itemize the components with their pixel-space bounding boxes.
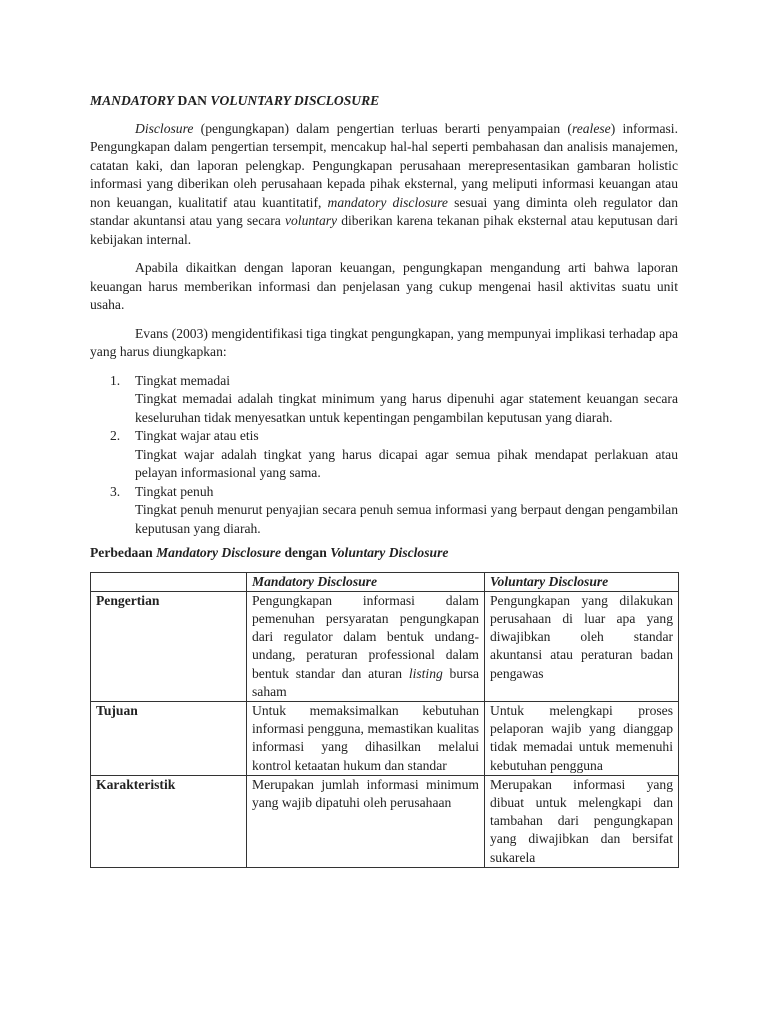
list-item-number: 2. [110, 428, 121, 443]
list-item-description: Tingkat wajar adalah tingkat yang harus dicapai agar semua pihak mendapat perlakuan atau pelayan informasional yang sama. [135, 446, 678, 480]
list-item [90, 483, 678, 539]
paragraph-financial-report: Apabila dikaitkan dengan laporan keuangan, pengungkapan mengandung arti bahwa laporan keuangan harus memberikan informasi dan penjelasan yang cukup mengenai hasil aktivitas suatu unit usaha. [90, 260, 678, 312]
document-content [90, 92, 678, 868]
page-title [90, 92, 678, 111]
title-voluntary: VOLUNTARY DISCLOSURE [210, 93, 380, 108]
list-item-description: Tingkat memadai adalah tingkat minimum yang harus dipenuhi agar statement keuangan secara keseluruhan tidak menyesatkan untuk kepentingan pengambilan keputusan yang diarah. [135, 391, 678, 425]
cell-voluntary: Untuk melengkapi proses pelaporan wajib yang dianggap tidak memadai untuk memenuhi kebutuhan pengguna [485, 701, 679, 775]
list-item [90, 427, 678, 483]
caption-voluntary: Voluntary Disclosure [330, 545, 449, 560]
list-item-label: Tingkat wajar atau etis [135, 428, 259, 443]
list-item-text [135, 483, 678, 539]
list-item-number: 3. [110, 483, 121, 499]
para1-text-2: ) informasi. Pengungkapan dalam pengertian tersempit, mencakup hal-hal seperti pembahasan dan analisis manajemen, catatan kaki, dan laporan pelengkap. Pengungkapan perusahaan merepresentasikan gambaran holistic informasi yang diberikan oleh perusahaan kepada pihak eksternal, yang meliputi informasi keuangan atau non keuangan, kualitatif atau kuantitatif, [90, 120, 678, 210]
row-label: Tujuan [91, 701, 247, 775]
list-item-label: Tingkat memadai [135, 372, 231, 388]
cell-voluntary: Pengungkapan yang dilakukan perusahaan di luar apa yang diwajibkan oleh standar akuntansi atau peraturan badan pengawas [485, 591, 679, 701]
paragraph-evans: Evans (2003) mengidentifikasi tiga tingkat pengungkapan, yang mempunyai implikasi terhadap apa yang harus diungkapkan: [90, 325, 678, 359]
term-mandatory-disclosure: mandatory disclosure [327, 194, 448, 210]
cell-text: Pengungkapan informasi dalam pemenuhan persyaratan pengungkapan dari regulator dalam bentuk undang-undang, peraturan professional dalam bentuk standar dan aturan [252, 592, 479, 681]
para1-text-4: diberikan karena tekanan pihak eksternal atau keputusan dari kebijakan internal. [90, 213, 678, 247]
cell-mandatory: Untuk memaksimalkan kebutuhan informasi pengguna, memastikan kualitas informasi yang dihasilkan melalui kontrol ketaatan hukum dan standar [247, 701, 485, 775]
list-item-text [135, 372, 678, 428]
cell-term-listing: listing [408, 665, 443, 681]
term-realese: realese [571, 120, 611, 136]
cell-mandatory: Merupakan jumlah informasi minimum yang wajib dipatuhi oleh perusahaan [247, 775, 485, 867]
list-item-description: Tingkat penuh menurut penyajian secara penuh semua informasi yang berpaut dengan pengambilan keputusan yang diarah. [135, 502, 678, 536]
caption-text-2: dengan [281, 545, 331, 560]
table-header-voluntary: Voluntary Disclosure [485, 572, 679, 591]
paragraph-disclosure-definition [90, 120, 678, 250]
caption-text-1: Perbedaan [90, 545, 157, 560]
table-caption [90, 544, 678, 563]
table-row [91, 591, 679, 701]
cell-mandatory [247, 591, 485, 701]
row-label: Karakteristik [91, 775, 247, 867]
table-header-mandatory: Mandatory Disclosure [247, 572, 485, 591]
list-item-label: Tingkat penuh [135, 483, 214, 499]
title-dan: DAN [177, 93, 207, 108]
cell-text: bursa saham [252, 665, 479, 699]
term-voluntary: voluntary [284, 213, 338, 228]
table-header-row [91, 572, 679, 591]
list-item-number: 1. [110, 372, 121, 388]
comparison-table [90, 572, 679, 868]
list-item-text [135, 427, 678, 483]
cell-voluntary: Merupakan informasi yang dibuat untuk melengkapi dan tambahan dari pengungkapan yang diwajibkan dan bersifat sukarela [485, 775, 679, 867]
list-item [90, 372, 678, 428]
term-disclosure: Disclosure [135, 120, 194, 136]
table-header-empty [91, 572, 247, 591]
table-row [91, 701, 679, 775]
row-label: Pengertian [91, 591, 247, 701]
para1-text-3: sesuai yang diminta oleh regulator dan standar akuntansi atau yang secara [90, 194, 678, 228]
title-mandatory: MANDATORY [90, 93, 175, 108]
disclosure-levels-list [90, 372, 678, 539]
para1-text-1: (pengungkapan) dalam pengertian terluas berarti penyampaian ( [193, 120, 572, 136]
table-row [91, 775, 679, 867]
caption-mandatory: Mandatory Disclosure [156, 545, 282, 560]
